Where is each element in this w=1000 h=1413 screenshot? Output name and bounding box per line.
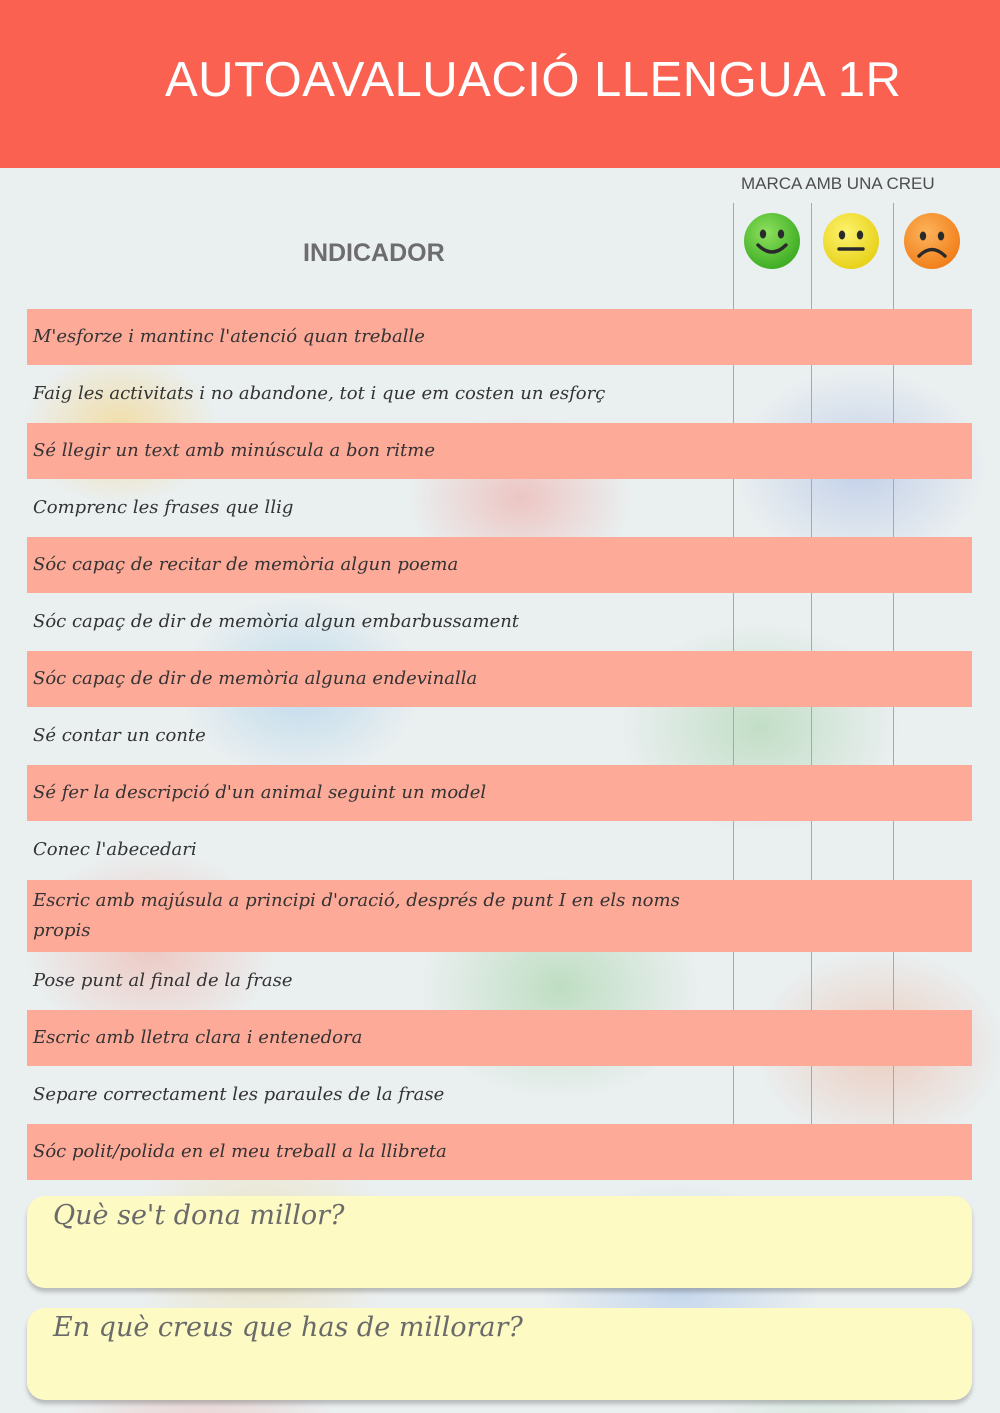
page-title: AUTOAVALUACIÓ LLENGUA 1R — [165, 53, 902, 107]
strengths-answer-box[interactable] — [27, 1196, 972, 1288]
header-banner — [0, 0, 1000, 168]
indicator-text: Sóc capaç de dir de memòria alguna endevinalla — [33, 668, 478, 689]
sad-face-icon — [903, 212, 961, 270]
instruction-text: MARCA AMB UNA CREU — [741, 174, 935, 193]
indicator-row — [27, 480, 972, 536]
strengths-question: Què se't dona millor? — [53, 1200, 345, 1231]
indicator-row — [27, 1124, 972, 1180]
neutral-face-icon — [822, 212, 880, 270]
indicator-row — [27, 651, 972, 707]
indicator-text: Faig les activitats i no abandone, tot i que em costen un esforç — [33, 383, 606, 404]
improvement-question: En què creus que has de millorar? — [53, 1312, 523, 1343]
indicator-row — [27, 423, 972, 479]
indicator-row — [27, 708, 972, 764]
indicator-row — [27, 953, 972, 1009]
indicator-text: Sé contar un conte — [33, 725, 206, 746]
indicator-text: Sé fer la descripció d'un animal seguint un model — [33, 782, 487, 803]
indicator-row — [27, 1010, 972, 1066]
indicator-text: Sóc capaç de dir de memòria algun embarbussament — [33, 611, 520, 632]
indicator-row — [27, 880, 972, 952]
indicator-text: Conec l'abecedari — [33, 839, 197, 860]
indicator-text: Comprenc les frases que llig — [33, 497, 294, 518]
indicator-row — [27, 366, 972, 422]
indicator-text: Sóc capaç de recitar de memòria algun poema — [33, 554, 459, 575]
indicator-text: Pose punt al final de la frase — [33, 970, 293, 991]
indicator-row — [27, 1067, 972, 1123]
indicator-text: Sóc polit/polida en el meu treball a la llibreta — [33, 1141, 447, 1162]
indicator-text: Sé llegir un text amb minúscula a bon ritme — [33, 440, 435, 461]
improvement-answer-box[interactable] — [27, 1308, 972, 1400]
indicator-text: Escric amb majúsula a principi d'oració, després de punt I en els noms propis — [33, 890, 680, 941]
indicator-row — [27, 594, 972, 650]
indicator-text: Escric amb lletra clara i entenedora — [33, 1027, 363, 1048]
indicator-row — [27, 822, 972, 878]
indicator-column-header: INDICADOR — [303, 239, 445, 267]
happy-face-icon — [743, 212, 801, 270]
indicator-row — [27, 537, 972, 593]
indicator-row — [27, 765, 972, 821]
indicator-text: M'esforze i mantinc l'atenció quan treballe — [33, 326, 425, 347]
indicator-text: Separe correctament les paraules de la frase — [33, 1084, 445, 1105]
indicator-row — [27, 309, 972, 365]
